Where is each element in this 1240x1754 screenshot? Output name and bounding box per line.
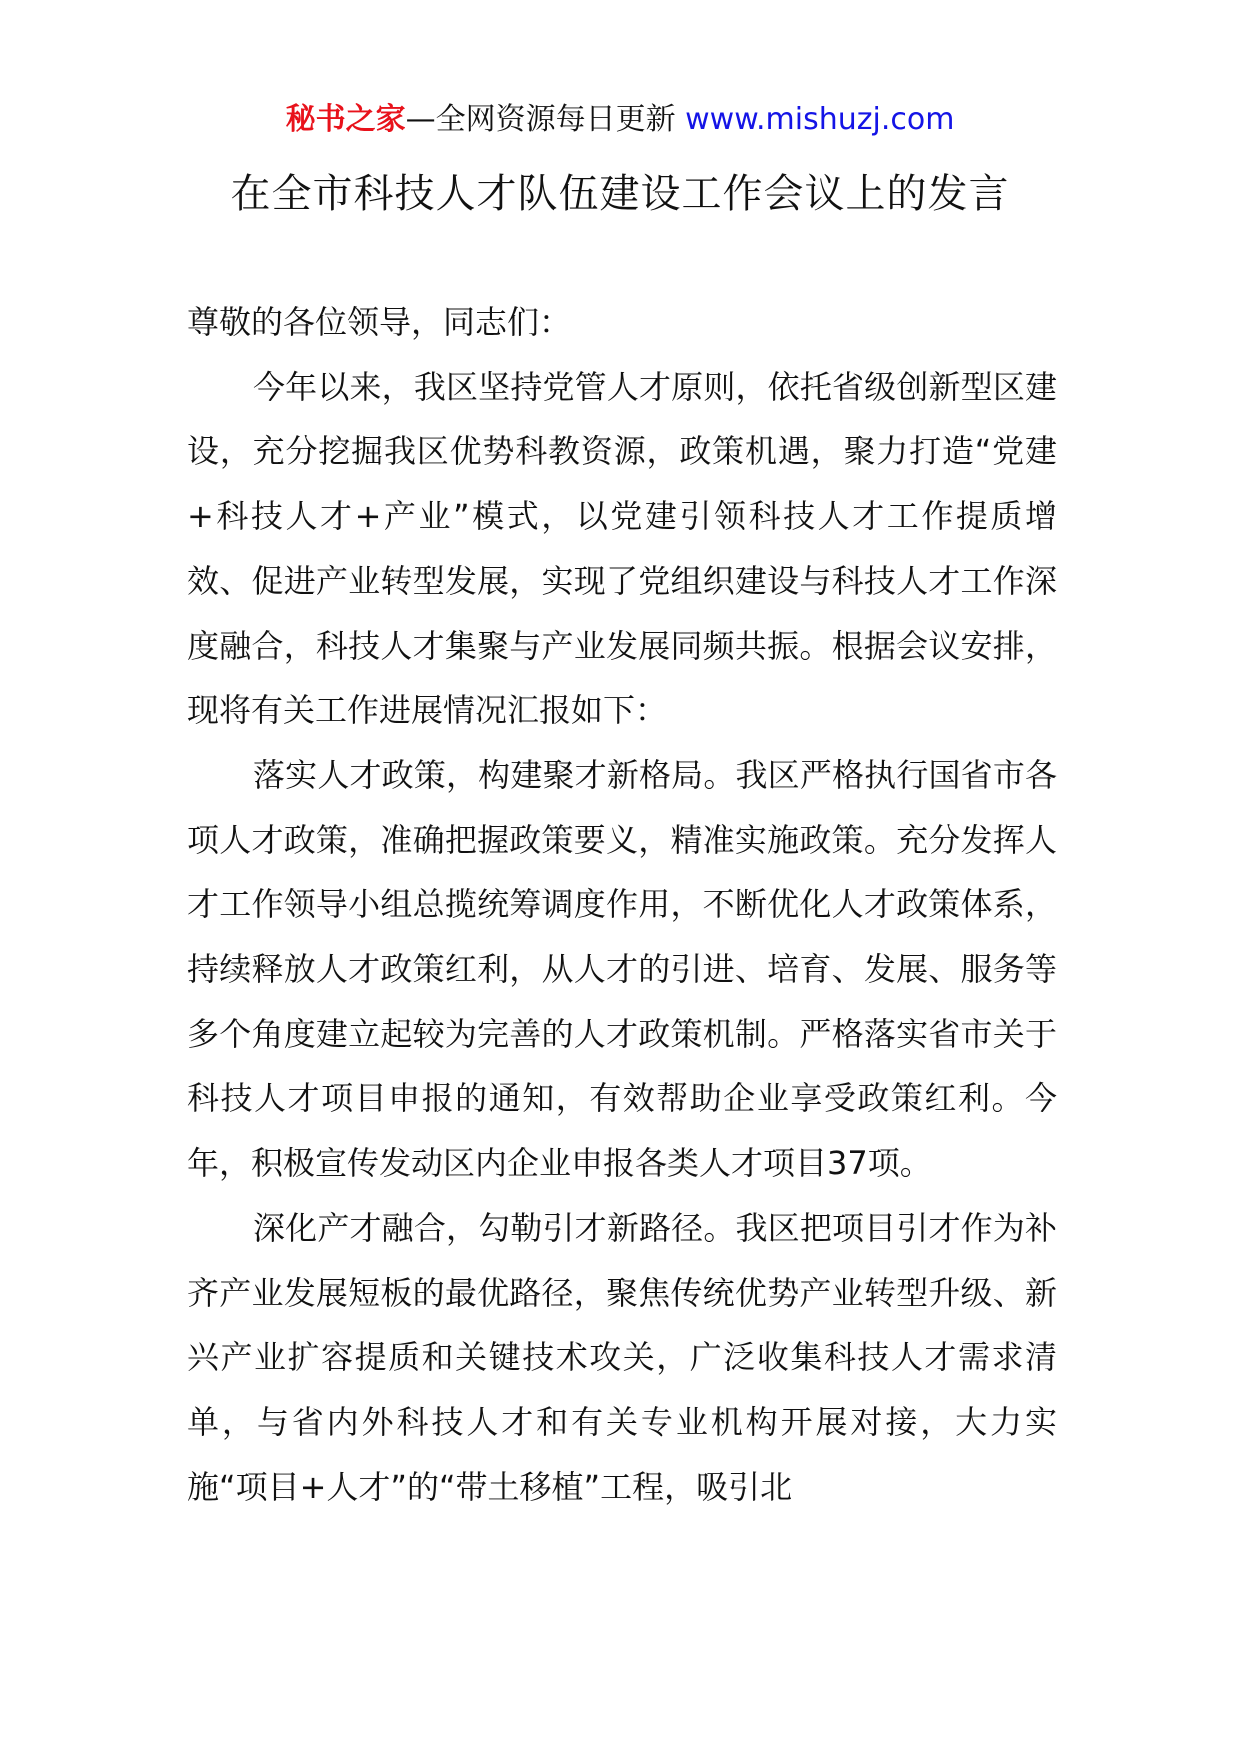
paragraph: 落实人才政策，构建聚才新格局。我区严格执行国省市各项人才政策，准确把握政策要义，精准实施政策。充分发挥人才工作领导小组总揽统筹调度作用，不断优化人才政策体系，持续释放人才政策红利，从人才的引进、培育、发展、服务等多个角度建立起较为完善的人才政策机制。严格落实省市关于科技人才项目申报的通知，有效帮助企业享受政策红利。今年，积极宣传发动区内企业申报各类人才项目37项。 bbox=[187, 755, 1057, 1183]
site-header bbox=[0, 100, 1240, 140]
document-title: 在全市科技人才队伍建设工作会议上的发言 bbox=[230, 171, 1010, 217]
greeting: 尊敬的各位领导，同志们： bbox=[187, 303, 572, 341]
site-url-link[interactable]: www.mishuzj.com bbox=[685, 102, 955, 137]
paragraph: 今年以来，我区坚持党管人才原则，依托省级创新型区建设，充分挖掘我区优势科教资源，政策机遇，聚力打造“党建+科技人才+产业”模式，以党建引领科技人才工作提质增效、促进产业转型发展，实现了党组织建设与科技人才工作深度融合，科技人才集聚与产业发展同频共振。根据会议安排，现将有关工作进展情况汇报如下： bbox=[187, 367, 1057, 730]
paragraph: 深化产才融合，勾勒引才新路径。我区把项目引才作为补齐产业发展短板的最优路径，聚焦传统优势产业转型升级、新兴产业扩容提质和关键技术攻关，广泛收集科技人才需求清单，与省内外科技人才和有关专业机构开展对接，大力实施“项目+人才”的“带土移植”工程，吸引北 bbox=[187, 1208, 1057, 1506]
header-tagline: —全网资源每日更新 bbox=[405, 102, 676, 137]
brand-name: 秘书之家 bbox=[285, 102, 406, 137]
document-body bbox=[187, 290, 1057, 1519]
